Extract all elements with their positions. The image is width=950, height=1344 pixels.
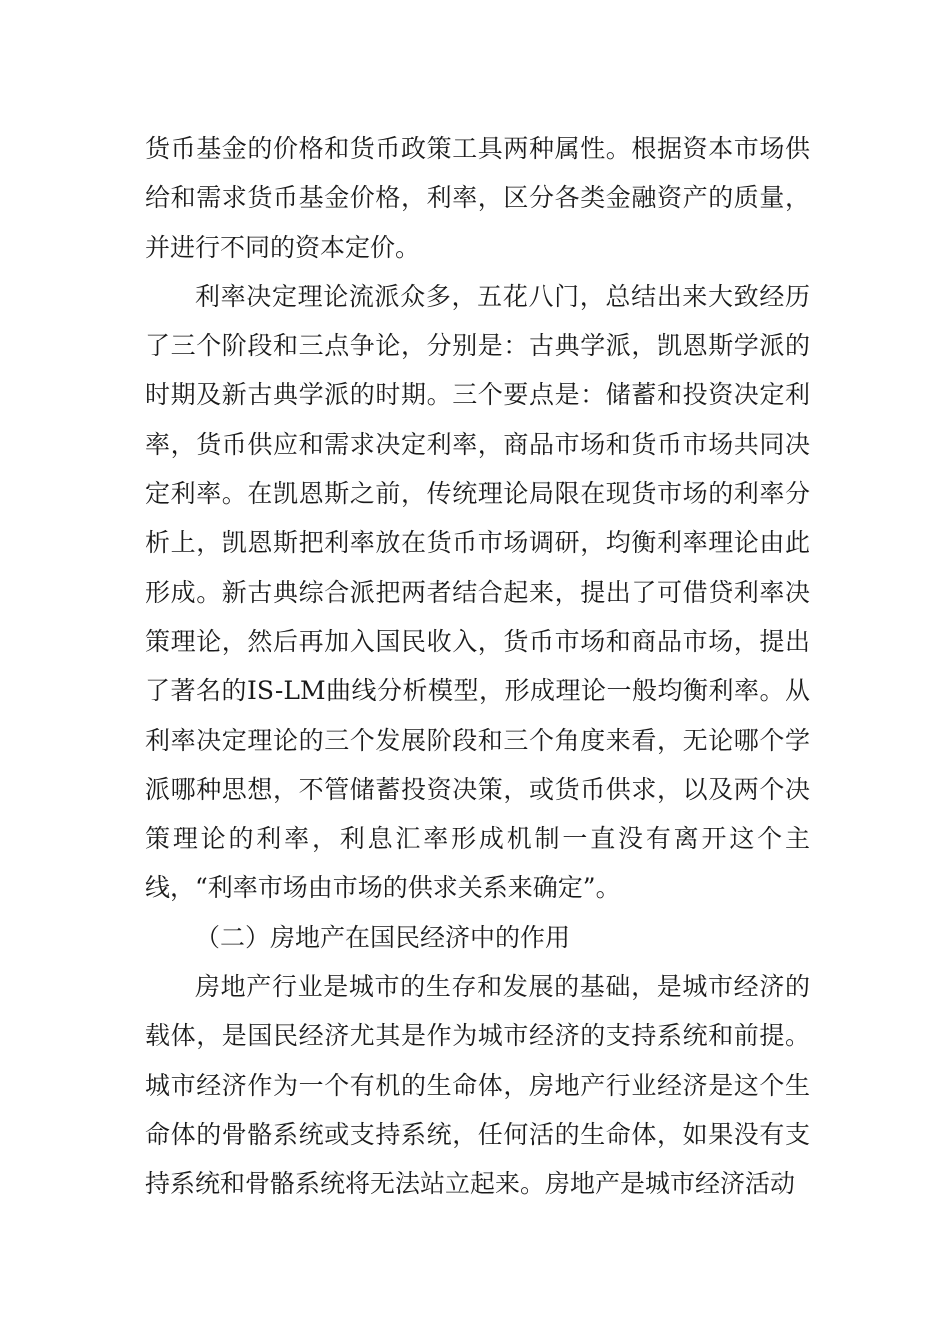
paragraph-real-estate-role: 房地产行业是城市的生存和发展的基础，是城市经济的载体，是国民经济尤其是作为城市经济的支持系统和前提。城市经济作为一个有机的生命体，房地产行业经济是这个生命体的骨骼系统或支持系统，任何活的生命体，如果没有支持系统和骨骼系统将无法站立起来。房地产是城市经济活动 [145,972,810,1199]
paragraph-continuation: 货币基金的价格和货币政策工具两种属性。根据资本市场供给和需求货币基金价格，利率，区分各类金融资产的质量，并进行不同的资本定价。 [145,134,810,262]
paragraph-interest-rate-theory: 利率决定理论流派众多，五花八门，总结出来大致经历了三个阶段和三点争论，分别是：古典学派，凯恩斯学派的时期及新古典学派的时期。三个要点是：储蓄和投资决定利率，货币供应和需求决定利率，商品市场和货币市场共同决定利率。在凯恩斯之前，传统理论局限在现货市场的利率分析上，凯恩斯把利率放在货币市场调研，均衡利率理论由此形成。新古典综合派把两者结合起来，提出了可借贷利率决策理论，然后再加入国民收入，货币市场和商品市场，提出了著名的IS-LM曲线分析模型，形成理论一般均衡利率。从利率决定理论的三个发展阶段和三个角度来看，无论哪个学派哪种思想，不管储蓄投资决策，或货币供求，以及两个决策理论的利率，利息汇率形成机制一直没有离开这个主线，“利率市场由市场的供求关系来确定”。 [145,281,810,903]
body-text [145,124,810,1209]
section-heading: （二）房地产在国民经济中的作用 [195,922,571,952]
